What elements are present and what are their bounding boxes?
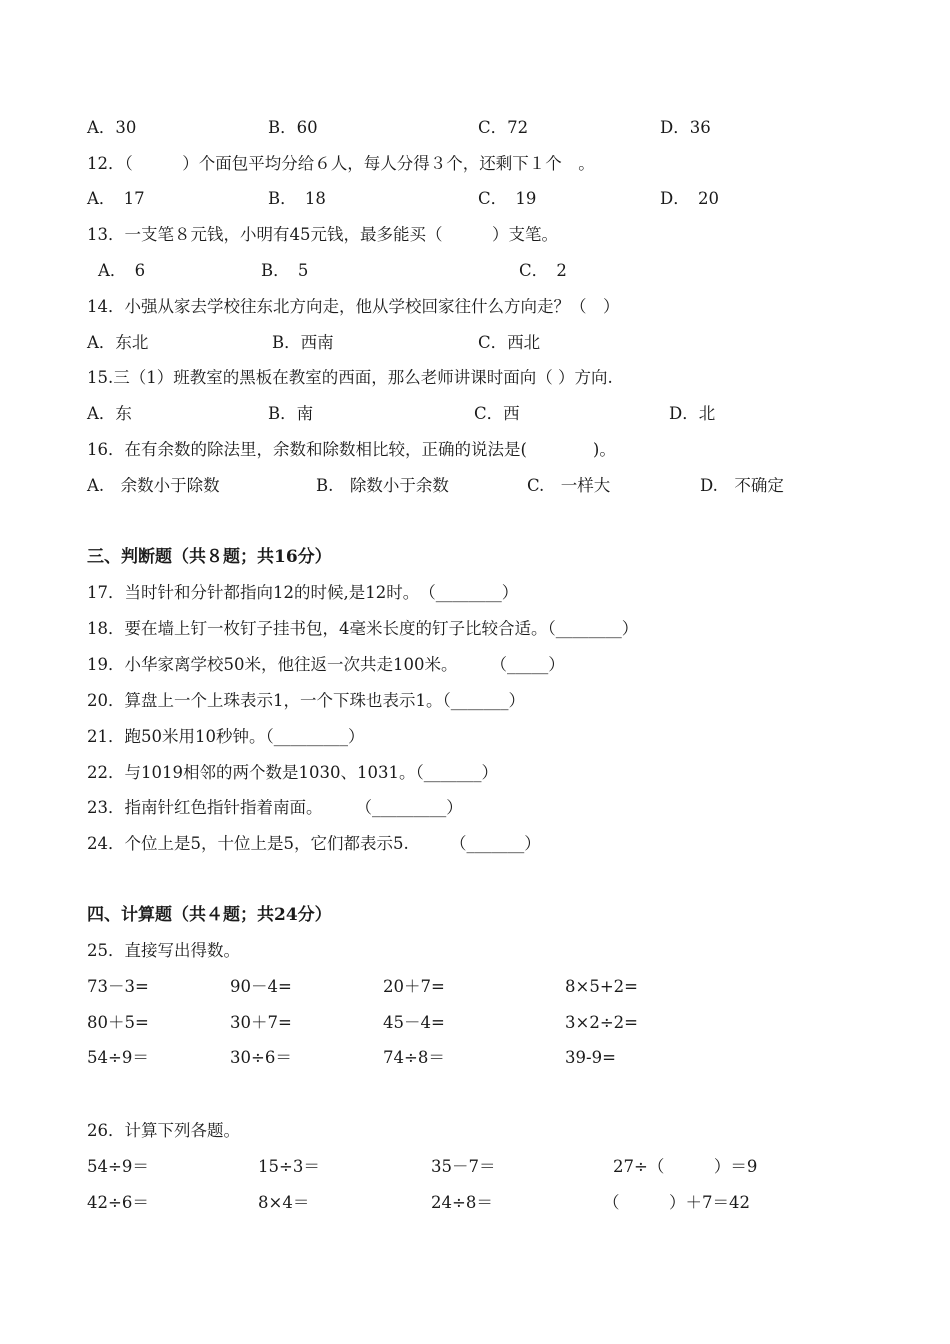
question-23: 23．指南针红色指针指着南面。 （_________） xyxy=(87,798,463,817)
question-18: 18．要在墙上钉一枚钉子挂书包，4毫米长度的钉子比较合适。（________） xyxy=(87,619,639,638)
option-b: B． 18 xyxy=(268,189,326,208)
option-a: A．东 xyxy=(87,404,132,423)
calc-item: 80＋5= xyxy=(87,1013,149,1032)
calc-item: 90－4= xyxy=(230,977,292,996)
section-4-heading: 四、计算题（共４题；共24分） xyxy=(87,905,332,925)
question-19: 19．小华家离学校50米，他往返一次共走100米。 （_____） xyxy=(87,655,565,674)
calc-item: 35－7＝ xyxy=(431,1157,496,1176)
option-a: A. 余数小于除数 xyxy=(87,476,220,495)
calc-item: 27÷（ ）＝9 xyxy=(613,1157,758,1176)
calc-item: 45－4= xyxy=(383,1013,445,1032)
option-a: A．30 xyxy=(87,118,137,137)
question-16: 16．在有余数的除法里，余数和除数相比较，正确的说法是( )。 xyxy=(87,440,616,459)
option-b: B. 除数小于余数 xyxy=(316,476,449,495)
calc-item: 24÷8＝ xyxy=(431,1193,493,1212)
calc-item: 54÷9＝ xyxy=(87,1157,149,1176)
option-a: A．东北 xyxy=(87,333,149,352)
calc-item: 20＋7= xyxy=(383,977,445,996)
calc-item: （ ）＋7＝42 xyxy=(603,1193,750,1212)
option-c: C．72 xyxy=(478,118,529,137)
question-24: 24．个位上是5，十位上是5，它们都表示5. （_______） xyxy=(87,834,541,853)
calc-item: 30＋7= xyxy=(230,1013,292,1032)
option-d: D．北 xyxy=(669,404,716,423)
calc-item: 74÷8＝ xyxy=(383,1048,445,1067)
option-c: C．西北 xyxy=(478,333,541,352)
option-b: B． 5 xyxy=(261,261,309,280)
option-d: D． 20 xyxy=(660,189,719,208)
question-13: 13．一支笔８元钱，小明有45元钱，最多能买（ ）支笔。 xyxy=(87,225,558,244)
option-c: C． 2 xyxy=(519,261,567,280)
calc-item: 3×2÷2= xyxy=(565,1013,638,1032)
question-14: 14．小强从家去学校往东北方向走，他从学校回家往什么方向走？（ ） xyxy=(87,297,620,316)
calc-item: 54÷9＝ xyxy=(87,1048,149,1067)
option-c: C． 19 xyxy=(478,189,537,208)
question-25: 25．直接写出得数。 xyxy=(87,941,240,960)
option-b: B．西南 xyxy=(272,333,334,352)
option-b: B．60 xyxy=(268,118,318,137)
option-c: C. 一样大 xyxy=(527,476,611,495)
question-15: 15.三（1）班教室的黑板在教室的西面，那么老师讲课时面向（ ）方向. xyxy=(87,368,613,387)
option-a: A． 6 xyxy=(98,261,146,280)
option-c: C．西 xyxy=(474,404,520,423)
calc-item: 8×4＝ xyxy=(258,1193,310,1212)
calc-item: 30÷6＝ xyxy=(230,1048,292,1067)
section-3-heading: 三、判断题（共８题；共16分） xyxy=(87,547,332,567)
calc-item: 15÷3＝ xyxy=(258,1157,320,1176)
option-b: B．南 xyxy=(268,404,314,423)
question-20: 20．算盘上一个上珠表示1，一个下珠也表示1。（_______） xyxy=(87,691,525,710)
question-21: 21．跑50米用10秒钟。（_________） xyxy=(87,727,365,746)
calc-item: 73－3= xyxy=(87,977,149,996)
option-a: A． 17 xyxy=(87,189,145,208)
question-17: 17．当时针和分针都指向12的时候,是12时。 （________） xyxy=(87,583,519,602)
calc-item: 8×5+2= xyxy=(565,977,638,996)
option-d: D．36 xyxy=(660,118,711,137)
question-22: 22．与1019相邻的两个数是1030、1031。（_______） xyxy=(87,763,498,782)
question-12: 12．（ ）个面包平均分给６人，每人分得３个，还剩下１个 。 xyxy=(87,154,595,173)
calc-item: 42÷6＝ xyxy=(87,1193,149,1212)
option-d: D. 不确定 xyxy=(700,476,784,495)
calc-item: 39-9= xyxy=(565,1048,616,1067)
question-26: 26．计算下列各题。 xyxy=(87,1121,240,1140)
